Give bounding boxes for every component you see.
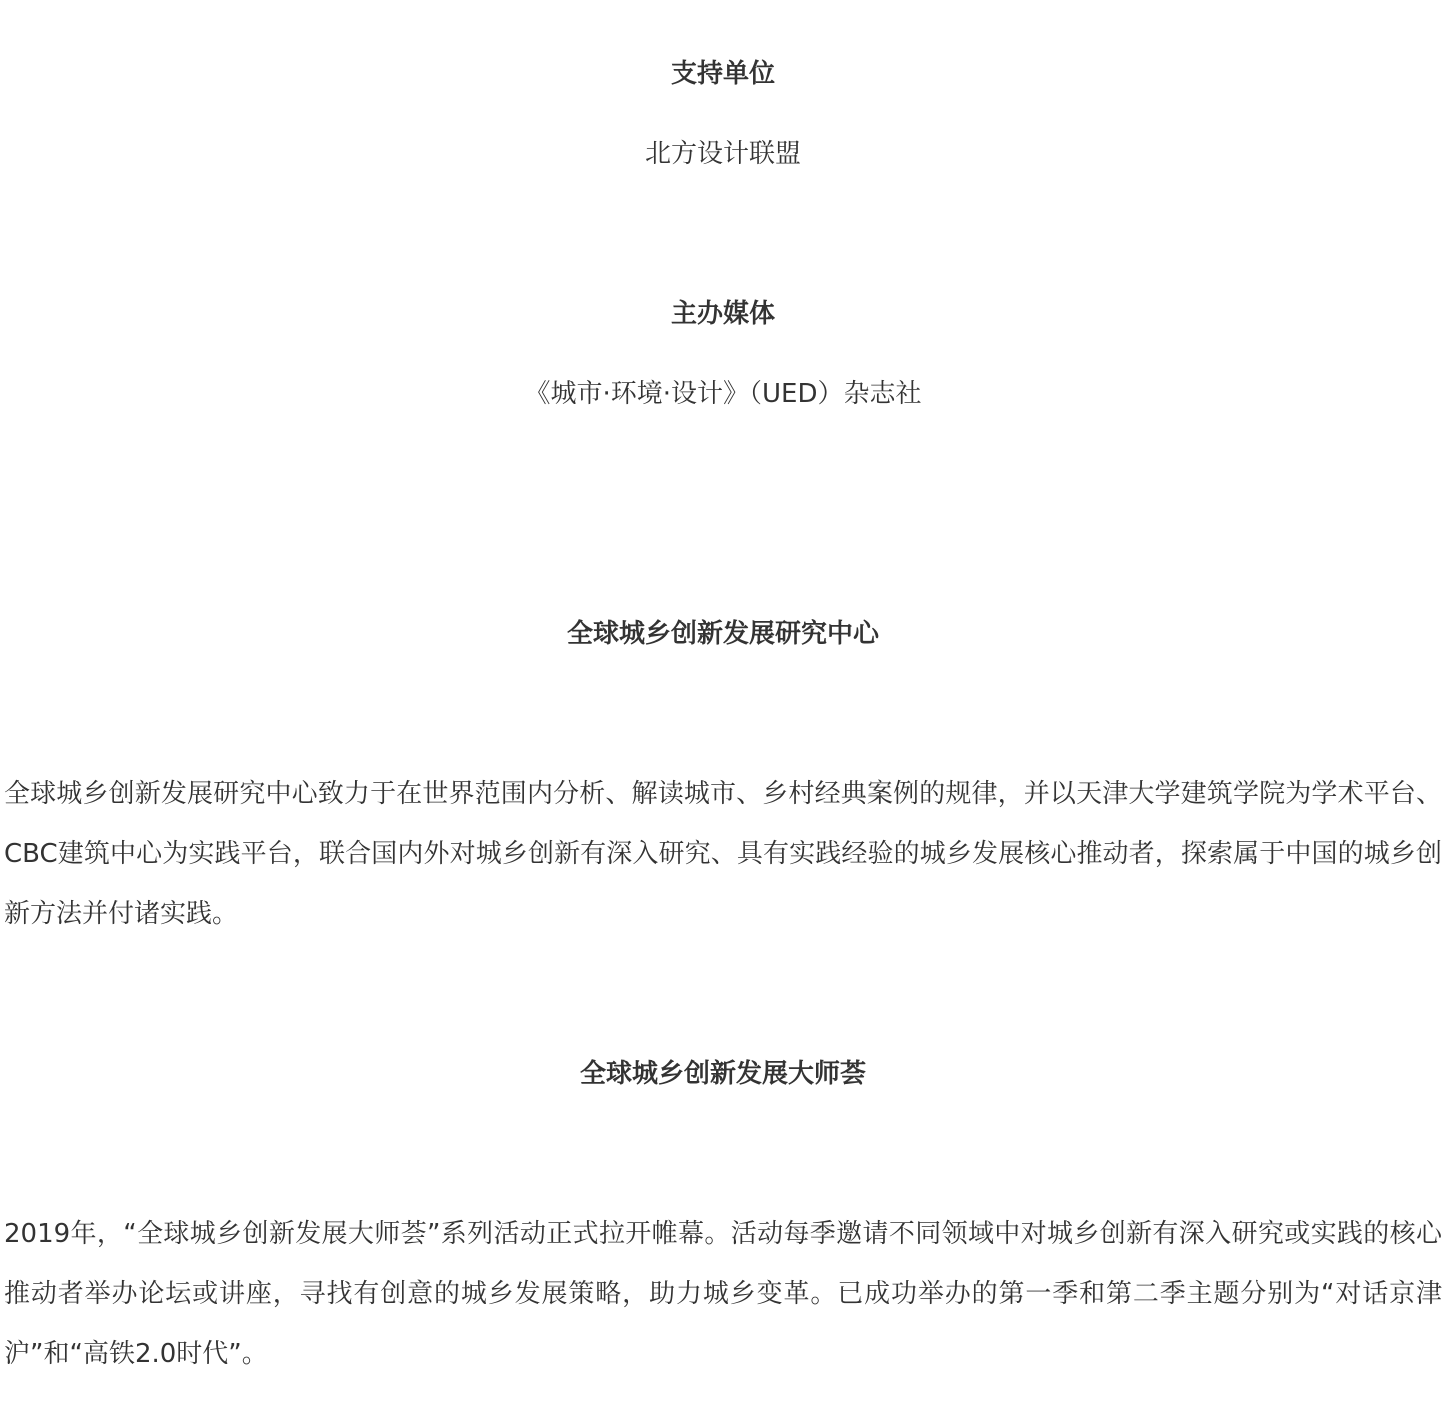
media-heading: 主办媒体 [670,299,775,329]
center-heading: 全球城乡创新发展研究中心 [566,619,879,649]
media-value: 《城市·环境·设计》（UED）杂志社 [524,379,922,409]
support-value: 北方设计联盟 [644,139,801,169]
masters-description: 2019年，“全球城乡创新发展大师荟”系列活动正式拉开帷幕。活动每季邀请不同领域中对城乡创新有深入研究或实践的核心推动者举办论坛或讲座，寻找有创意的城乡发展策略，助力城乡变革。已成功举办的第一季和第二季主题分别为“对话京津沪”和“高铁2.0时代”。 [4,1219,1442,1369]
center-description: 全球城乡创新发展研究中心致力于在世界范围内分析、解读城市、乡村经典案例的规律，并以天津大学建筑学院为学术平台、CBC建筑中心为实践平台，联合国内外对城乡创新有深入研究、具有实践经验的城乡发展核心推动者，探索属于中国的城乡创新方法并付诸实践。 [4,779,1442,929]
masters-heading: 全球城乡创新发展大师荟 [579,1059,866,1089]
support-heading: 支持单位 [670,59,775,89]
